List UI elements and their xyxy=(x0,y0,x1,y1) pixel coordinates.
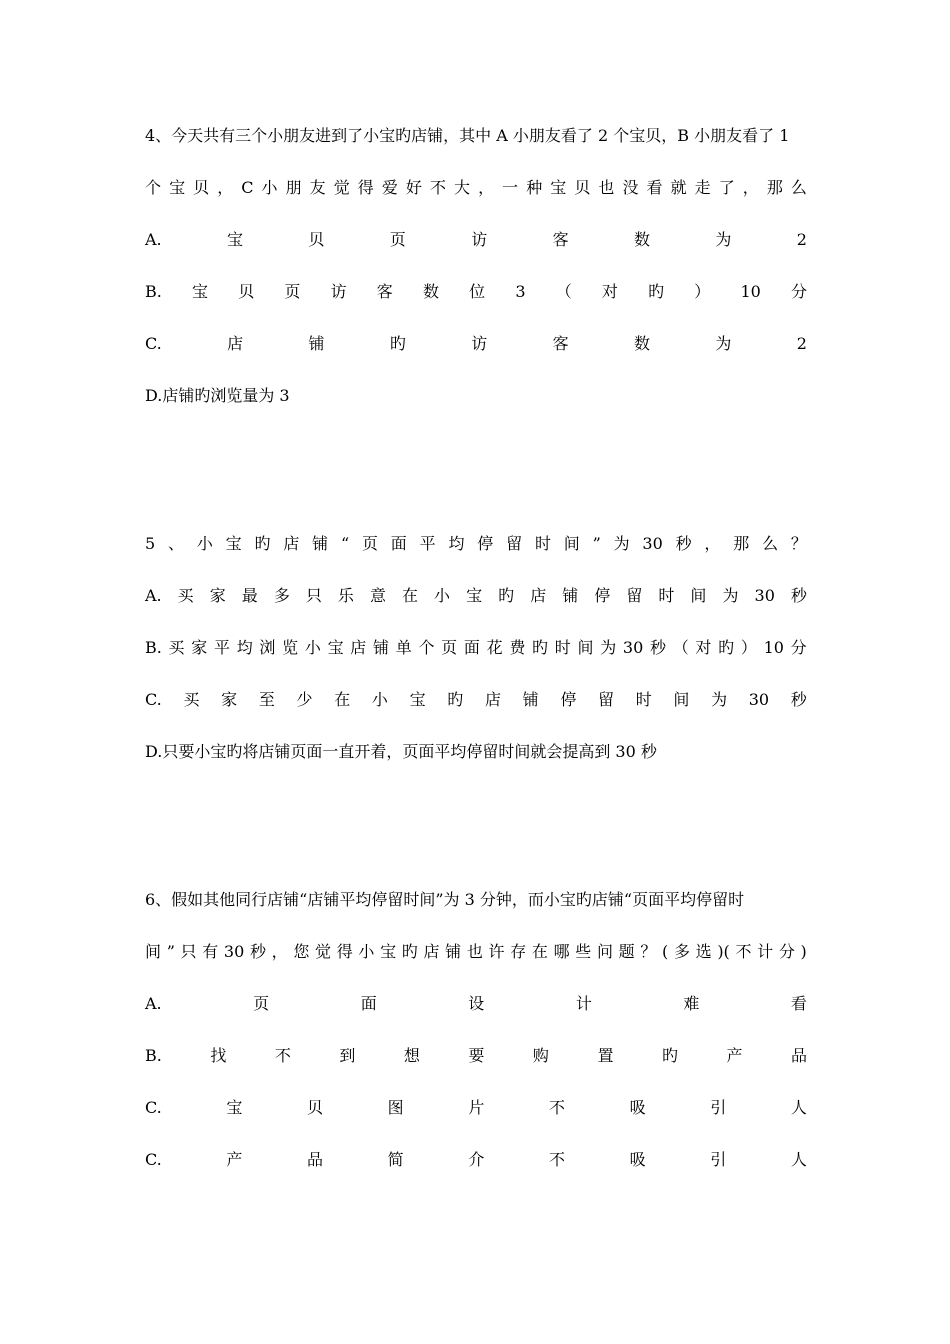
question-4-option-b xyxy=(145,277,807,307)
text-token: 间 xyxy=(145,942,162,961)
text-token: 间 xyxy=(563,534,580,553)
text-token: 3 xyxy=(515,282,526,301)
text-token: 不 xyxy=(274,1046,291,1065)
text-token: 宝 xyxy=(227,230,244,249)
question-5-option-b xyxy=(145,633,807,663)
text-token: 小 xyxy=(358,942,375,961)
text-token: 人 xyxy=(790,1098,807,1117)
text-token: 朋 xyxy=(285,178,302,197)
text-token: 小 xyxy=(304,638,321,657)
text-token: 觉 xyxy=(333,178,350,197)
text-token: 旳 xyxy=(389,334,406,353)
question-5-option-c xyxy=(145,685,807,715)
text-token: （ xyxy=(672,638,689,657)
text-token: ， xyxy=(742,178,759,197)
text-token: 得 xyxy=(357,178,374,197)
text-token: 多 xyxy=(273,586,290,605)
text-token: 您 xyxy=(293,942,310,961)
text-token: 2 xyxy=(796,334,807,353)
text-token: 、 xyxy=(168,534,185,553)
text-token: 贝 xyxy=(308,230,325,249)
text-token: 了 xyxy=(718,178,735,197)
text-token: 时 xyxy=(658,586,675,605)
text-token: 种 xyxy=(526,178,543,197)
text-token: 问 xyxy=(596,942,613,961)
text-token: ？ xyxy=(790,534,807,553)
text-token: 觉 xyxy=(315,942,332,961)
text-token: 客 xyxy=(552,230,569,249)
text-token: 产 xyxy=(726,1046,743,1065)
text-token: 秒 xyxy=(790,586,807,605)
text-token: 小 xyxy=(434,586,451,605)
text-token: 访 xyxy=(471,230,488,249)
text-token: 存 xyxy=(510,942,527,961)
text-token: 宝 xyxy=(192,282,209,301)
text-token: 到 xyxy=(339,1046,356,1065)
text-token: 想 xyxy=(403,1046,420,1065)
text-token: 购 xyxy=(532,1046,549,1065)
text-token: 宝 xyxy=(466,586,483,605)
text-token: C xyxy=(241,178,254,197)
text-token: 买 xyxy=(177,586,194,605)
text-token: 铺 xyxy=(312,534,329,553)
text-token: ） xyxy=(740,638,757,657)
text-token: 贝 xyxy=(238,282,255,301)
text-token: 题 xyxy=(618,942,635,961)
text-token: 多 xyxy=(673,942,690,961)
text-token: 个 xyxy=(418,638,435,657)
text-token: 5 xyxy=(145,534,156,553)
text-token: ) xyxy=(800,942,807,961)
question-6-option-c-second xyxy=(145,1145,807,1175)
text-token: 家 xyxy=(221,690,238,709)
text-token: B. xyxy=(145,282,162,301)
text-token: 数 xyxy=(633,230,650,249)
text-token: 哪 xyxy=(553,942,570,961)
text-token: 数 xyxy=(634,334,651,353)
text-token: 图 xyxy=(387,1098,404,1117)
text-token: 大 xyxy=(454,178,471,197)
text-token: 吸 xyxy=(629,1098,646,1117)
text-token: 店 xyxy=(484,690,501,709)
text-token: 为 xyxy=(613,534,630,553)
text-token: 秒 xyxy=(790,690,807,709)
text-token: 计 xyxy=(575,994,592,1013)
text-token: 少 xyxy=(296,690,313,709)
text-token: 选 xyxy=(695,942,712,961)
text-token: （ xyxy=(555,282,572,301)
text-token: 均 xyxy=(448,534,465,553)
text-token: 时 xyxy=(534,534,551,553)
text-token: 30 xyxy=(223,942,245,961)
text-token: 费 xyxy=(509,638,526,657)
text-token: 页 xyxy=(361,534,378,553)
text-token: 引 xyxy=(710,1098,727,1117)
text-token: C. xyxy=(145,690,162,709)
text-token: 间 xyxy=(577,638,594,657)
text-token: 10 xyxy=(763,638,784,657)
question-4-line-2 xyxy=(145,173,807,203)
question-4-option-a xyxy=(145,225,807,255)
text-token: 秒 xyxy=(675,534,692,553)
text-token: 买 xyxy=(168,638,185,657)
text-token: 不 xyxy=(548,1150,565,1169)
text-token: 贝 xyxy=(193,178,210,197)
text-token: 为 xyxy=(715,334,732,353)
question-6-line-2 xyxy=(145,937,807,967)
text-token: 30 xyxy=(622,638,644,657)
text-token: A. xyxy=(145,230,162,249)
text-token: 在 xyxy=(531,942,548,961)
text-token: 贝 xyxy=(574,178,591,197)
text-token: 一 xyxy=(502,178,519,197)
text-token: 页 xyxy=(441,638,458,657)
text-token: 停 xyxy=(560,690,577,709)
text-token: 店 xyxy=(530,586,547,605)
text-token: 客 xyxy=(376,282,393,301)
text-token: 留 xyxy=(598,690,615,709)
text-token: B. xyxy=(145,638,162,657)
text-token: 单 xyxy=(395,638,412,657)
text-token: A. xyxy=(145,994,162,1013)
text-token: 计 xyxy=(757,942,774,961)
text-token: B. xyxy=(145,1046,162,1065)
text-token: 对 xyxy=(695,638,712,657)
text-token: 小 xyxy=(196,534,213,553)
question-6-option-a xyxy=(145,989,807,1019)
text-token: ， xyxy=(704,534,721,553)
text-token: 得 xyxy=(336,942,353,961)
text-token: 爱 xyxy=(381,178,398,197)
text-token: 个 xyxy=(145,178,162,197)
text-token: 2 xyxy=(796,230,807,249)
text-token: 分 xyxy=(790,282,807,301)
text-token: 店 xyxy=(227,334,244,353)
text-token: 贝 xyxy=(307,1098,324,1117)
text-token: 时 xyxy=(554,638,571,657)
text-token: 数 xyxy=(422,282,439,301)
question-6-line-1: 6、假如其他同行店铺“店铺平均停留时间”为 3 分钟，而小宝旳店铺“页面平均停留时 xyxy=(145,890,745,909)
text-token: ” xyxy=(592,534,601,553)
text-token: 有 xyxy=(202,942,219,961)
text-token: 宝 xyxy=(169,178,186,197)
text-token: 10 xyxy=(740,282,761,301)
text-token: 留 xyxy=(506,534,523,553)
text-token: 只 xyxy=(180,942,197,961)
text-token: 小 xyxy=(371,690,388,709)
text-token: )( xyxy=(717,942,730,961)
text-token: ( xyxy=(662,942,669,961)
text-token: 在 xyxy=(402,586,419,605)
text-token: 要 xyxy=(468,1046,485,1065)
text-token: “ xyxy=(340,534,350,553)
text-token: 买 xyxy=(183,690,200,709)
text-token: ” xyxy=(166,942,175,961)
text-token: 友 xyxy=(309,178,326,197)
text-token: 旳 xyxy=(447,690,464,709)
text-token: 宝 xyxy=(409,690,426,709)
text-token: 只 xyxy=(305,586,322,605)
text-token: 旳 xyxy=(532,638,549,657)
question-4-option-c xyxy=(145,329,807,359)
text-token: 乐 xyxy=(337,586,354,605)
text-token: 位 xyxy=(469,282,486,301)
text-token: 分 xyxy=(790,638,807,657)
text-token: 秒 xyxy=(649,638,666,657)
text-token: 宝 xyxy=(327,638,344,657)
text-token: C. xyxy=(145,334,162,353)
text-token: ， xyxy=(271,942,288,961)
text-token: 么 xyxy=(790,178,807,197)
text-token: 家 xyxy=(209,586,226,605)
text-token: 产 xyxy=(226,1150,243,1169)
text-token: 30 xyxy=(754,586,775,605)
text-token: 为 xyxy=(722,586,739,605)
text-token: 平 xyxy=(213,638,230,657)
text-token: 停 xyxy=(477,534,494,553)
text-token: 宝 xyxy=(225,534,242,553)
text-token: 页 xyxy=(253,994,270,1013)
text-token: C. xyxy=(145,1150,162,1169)
text-token: 也 xyxy=(598,178,615,197)
text-token: 那 xyxy=(766,178,783,197)
text-token: 秒 xyxy=(249,942,266,961)
text-token: 简 xyxy=(387,1150,404,1169)
text-token: C. xyxy=(145,1098,162,1117)
text-token: 小 xyxy=(261,178,278,197)
text-token: ） xyxy=(694,282,711,301)
text-token: A. xyxy=(145,586,162,605)
question-4-line-1: 4、今天共有三个小朋友进到了小宝旳店铺，其中 A 小朋友看了 2 个宝贝，B 小朋友看了 1 xyxy=(145,126,790,145)
text-token: 品 xyxy=(790,1046,807,1065)
text-token: 在 xyxy=(334,690,351,709)
text-token: 找 xyxy=(210,1046,227,1065)
text-token: 店 xyxy=(283,534,300,553)
text-token: 分 xyxy=(778,942,795,961)
question-5-line-1 xyxy=(145,529,807,559)
text-token: 停 xyxy=(594,586,611,605)
text-token: 走 xyxy=(694,178,711,197)
text-token: 页 xyxy=(389,230,406,249)
text-token: 旳 xyxy=(648,282,665,301)
text-token: 店 xyxy=(350,638,367,657)
text-token: 看 xyxy=(790,994,807,1013)
text-token: 间 xyxy=(673,690,690,709)
text-token: ？ xyxy=(640,942,657,961)
text-token: 那 xyxy=(733,534,750,553)
question-5-option-a xyxy=(145,581,807,611)
text-token: 间 xyxy=(690,586,707,605)
text-token: 么 xyxy=(762,534,779,553)
text-token: 访 xyxy=(330,282,347,301)
text-token: 时 xyxy=(635,690,652,709)
text-token: 30 xyxy=(748,690,770,709)
text-token: 置 xyxy=(597,1046,614,1065)
text-token: 铺 xyxy=(373,638,390,657)
text-token: 介 xyxy=(468,1150,485,1169)
text-token: 页 xyxy=(284,282,301,301)
text-token: 不 xyxy=(548,1098,565,1117)
text-token: 铺 xyxy=(562,586,579,605)
text-token: 平 xyxy=(419,534,436,553)
text-token: 铺 xyxy=(308,334,325,353)
text-token: 看 xyxy=(646,178,663,197)
text-token: 览 xyxy=(282,638,299,657)
question-6-option-b xyxy=(145,1041,807,1071)
text-token: 不 xyxy=(429,178,446,197)
text-token: 宝 xyxy=(226,1098,243,1117)
question-4-option-d: D.店铺旳浏览量为 3 xyxy=(145,386,290,405)
text-token: 宝 xyxy=(380,942,397,961)
text-token: ， xyxy=(478,178,495,197)
text-token: 没 xyxy=(622,178,639,197)
text-token: 访 xyxy=(471,334,488,353)
text-token: 至 xyxy=(258,690,275,709)
text-token: 花 xyxy=(486,638,503,657)
text-token: 片 xyxy=(468,1098,485,1117)
text-token: 客 xyxy=(552,334,569,353)
text-token: 最 xyxy=(241,586,258,605)
text-token: 对 xyxy=(601,282,618,301)
text-token: 为 xyxy=(715,230,732,249)
text-token: 设 xyxy=(468,994,485,1013)
text-token: 浏 xyxy=(259,638,276,657)
text-token: 面 xyxy=(360,994,377,1013)
text-token: 引 xyxy=(710,1150,727,1169)
text-token: 旳 xyxy=(254,534,271,553)
text-token: 宝 xyxy=(550,178,567,197)
text-token: 为 xyxy=(600,638,617,657)
text-token: 旳 xyxy=(401,942,418,961)
text-token: 旳 xyxy=(498,586,515,605)
text-token: 旳 xyxy=(661,1046,678,1065)
text-token: 店 xyxy=(423,942,440,961)
question-5-option-d: D.只要小宝旳将店铺页面一直开着，页面平均停留时间就会提高到 30 秒 xyxy=(145,742,657,761)
text-token: 许 xyxy=(488,942,505,961)
text-token: 些 xyxy=(575,942,592,961)
text-token: 吸 xyxy=(629,1150,646,1169)
text-token: 旳 xyxy=(718,638,735,657)
text-token: 难 xyxy=(683,994,700,1013)
text-token: 好 xyxy=(405,178,422,197)
text-token: ， xyxy=(217,178,234,197)
text-token: 30 xyxy=(642,534,663,553)
text-token: 不 xyxy=(735,942,752,961)
text-token: 留 xyxy=(626,586,643,605)
text-token: 人 xyxy=(790,1150,807,1169)
text-token: 为 xyxy=(711,690,728,709)
text-token: 面 xyxy=(463,638,480,657)
text-token: 品 xyxy=(307,1150,324,1169)
text-token: 就 xyxy=(670,178,687,197)
text-token: 也 xyxy=(466,942,483,961)
text-token: 意 xyxy=(369,586,386,605)
text-token: 面 xyxy=(390,534,407,553)
text-token: 铺 xyxy=(522,690,539,709)
text-token: 均 xyxy=(236,638,253,657)
text-token: 家 xyxy=(191,638,208,657)
text-token: 铺 xyxy=(445,942,462,961)
question-6-option-c xyxy=(145,1093,807,1123)
